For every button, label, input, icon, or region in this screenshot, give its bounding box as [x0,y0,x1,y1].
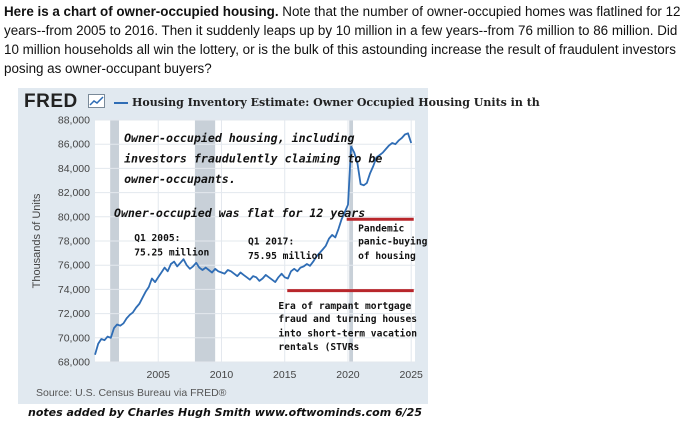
intro-paragraph [4,2,688,78]
y-tick-label: 78,000 [57,235,90,248]
line-chart [18,88,540,404]
annotation-text: Owner-occupied was flat for 12 years [113,205,366,220]
annotation-text: investors fraudulently claiming to be [124,151,383,166]
annotation-text: Q1 2017: [248,236,295,248]
chart-title: Housing Inventory Estimate: Owner Occupied Housing Units in th [132,96,540,109]
y-tick-label: 72,000 [57,308,90,321]
footer-note: notes added by Charles Hugh Smith www.oftwominds.com 6/25 [28,406,422,419]
y-tick-label: 74,000 [57,283,90,296]
x-tick-label: 2020 [336,369,360,381]
y-tick-label: 80,000 [57,211,90,224]
annotation-text: 75.95 million [248,251,324,263]
y-axis-label: Thousands of Units [31,193,43,289]
annotation-text: Owner-occupied housing, including [124,130,355,145]
x-tick-label: 2015 [273,369,297,381]
annotation-text: Era of rampant mortgage [278,300,412,312]
fred-logo: FRED [24,91,78,112]
y-tick-label: 76,000 [57,259,90,272]
intro-lead: Here is a chart of owner-occupied housing. [4,4,279,19]
fred-chart-frame [18,88,540,404]
y-tick-label: 84,000 [57,162,90,175]
annotation-text: Q1 2005: [134,233,181,244]
annotation-text: into short-term vacation [278,328,418,340]
annotation-text: fraud and turning houses [278,314,418,326]
annotation-text: rentals (STVRs [278,341,360,353]
chart-source: Source: U.S. Census Bureau via FRED® [36,387,227,399]
x-tick-label: 2005 [146,369,170,381]
annotation-text: of housing [358,251,416,263]
annotation-text: Pandemic [358,223,405,235]
annotation-text: panic-buying [358,236,428,248]
x-tick-label: 2025 [399,369,423,381]
y-tick-label: 70,000 [57,332,90,345]
annotation-text: owner-occupants. [124,171,236,186]
y-tick-label: 88,000 [57,114,90,127]
intro-body: Note that the number of owner-occupied homes was flatlined for 12 years--from 2005 to 2016. Then it suddenly leaps up by 10 million in a few years--from 76 million to 86 million. Did 10 million households all win the lottery, or is the bulk of this astounding increase the result of fraudulent investors posing as owner-occupant buyers? [4,4,681,76]
y-tick-label: 82,000 [57,187,90,200]
x-tick-label: 2010 [209,369,234,381]
y-tick-label: 86,000 [57,138,90,151]
y-tick-label: 68,000 [57,356,90,369]
annotation-text: 75.25 million [134,247,210,259]
